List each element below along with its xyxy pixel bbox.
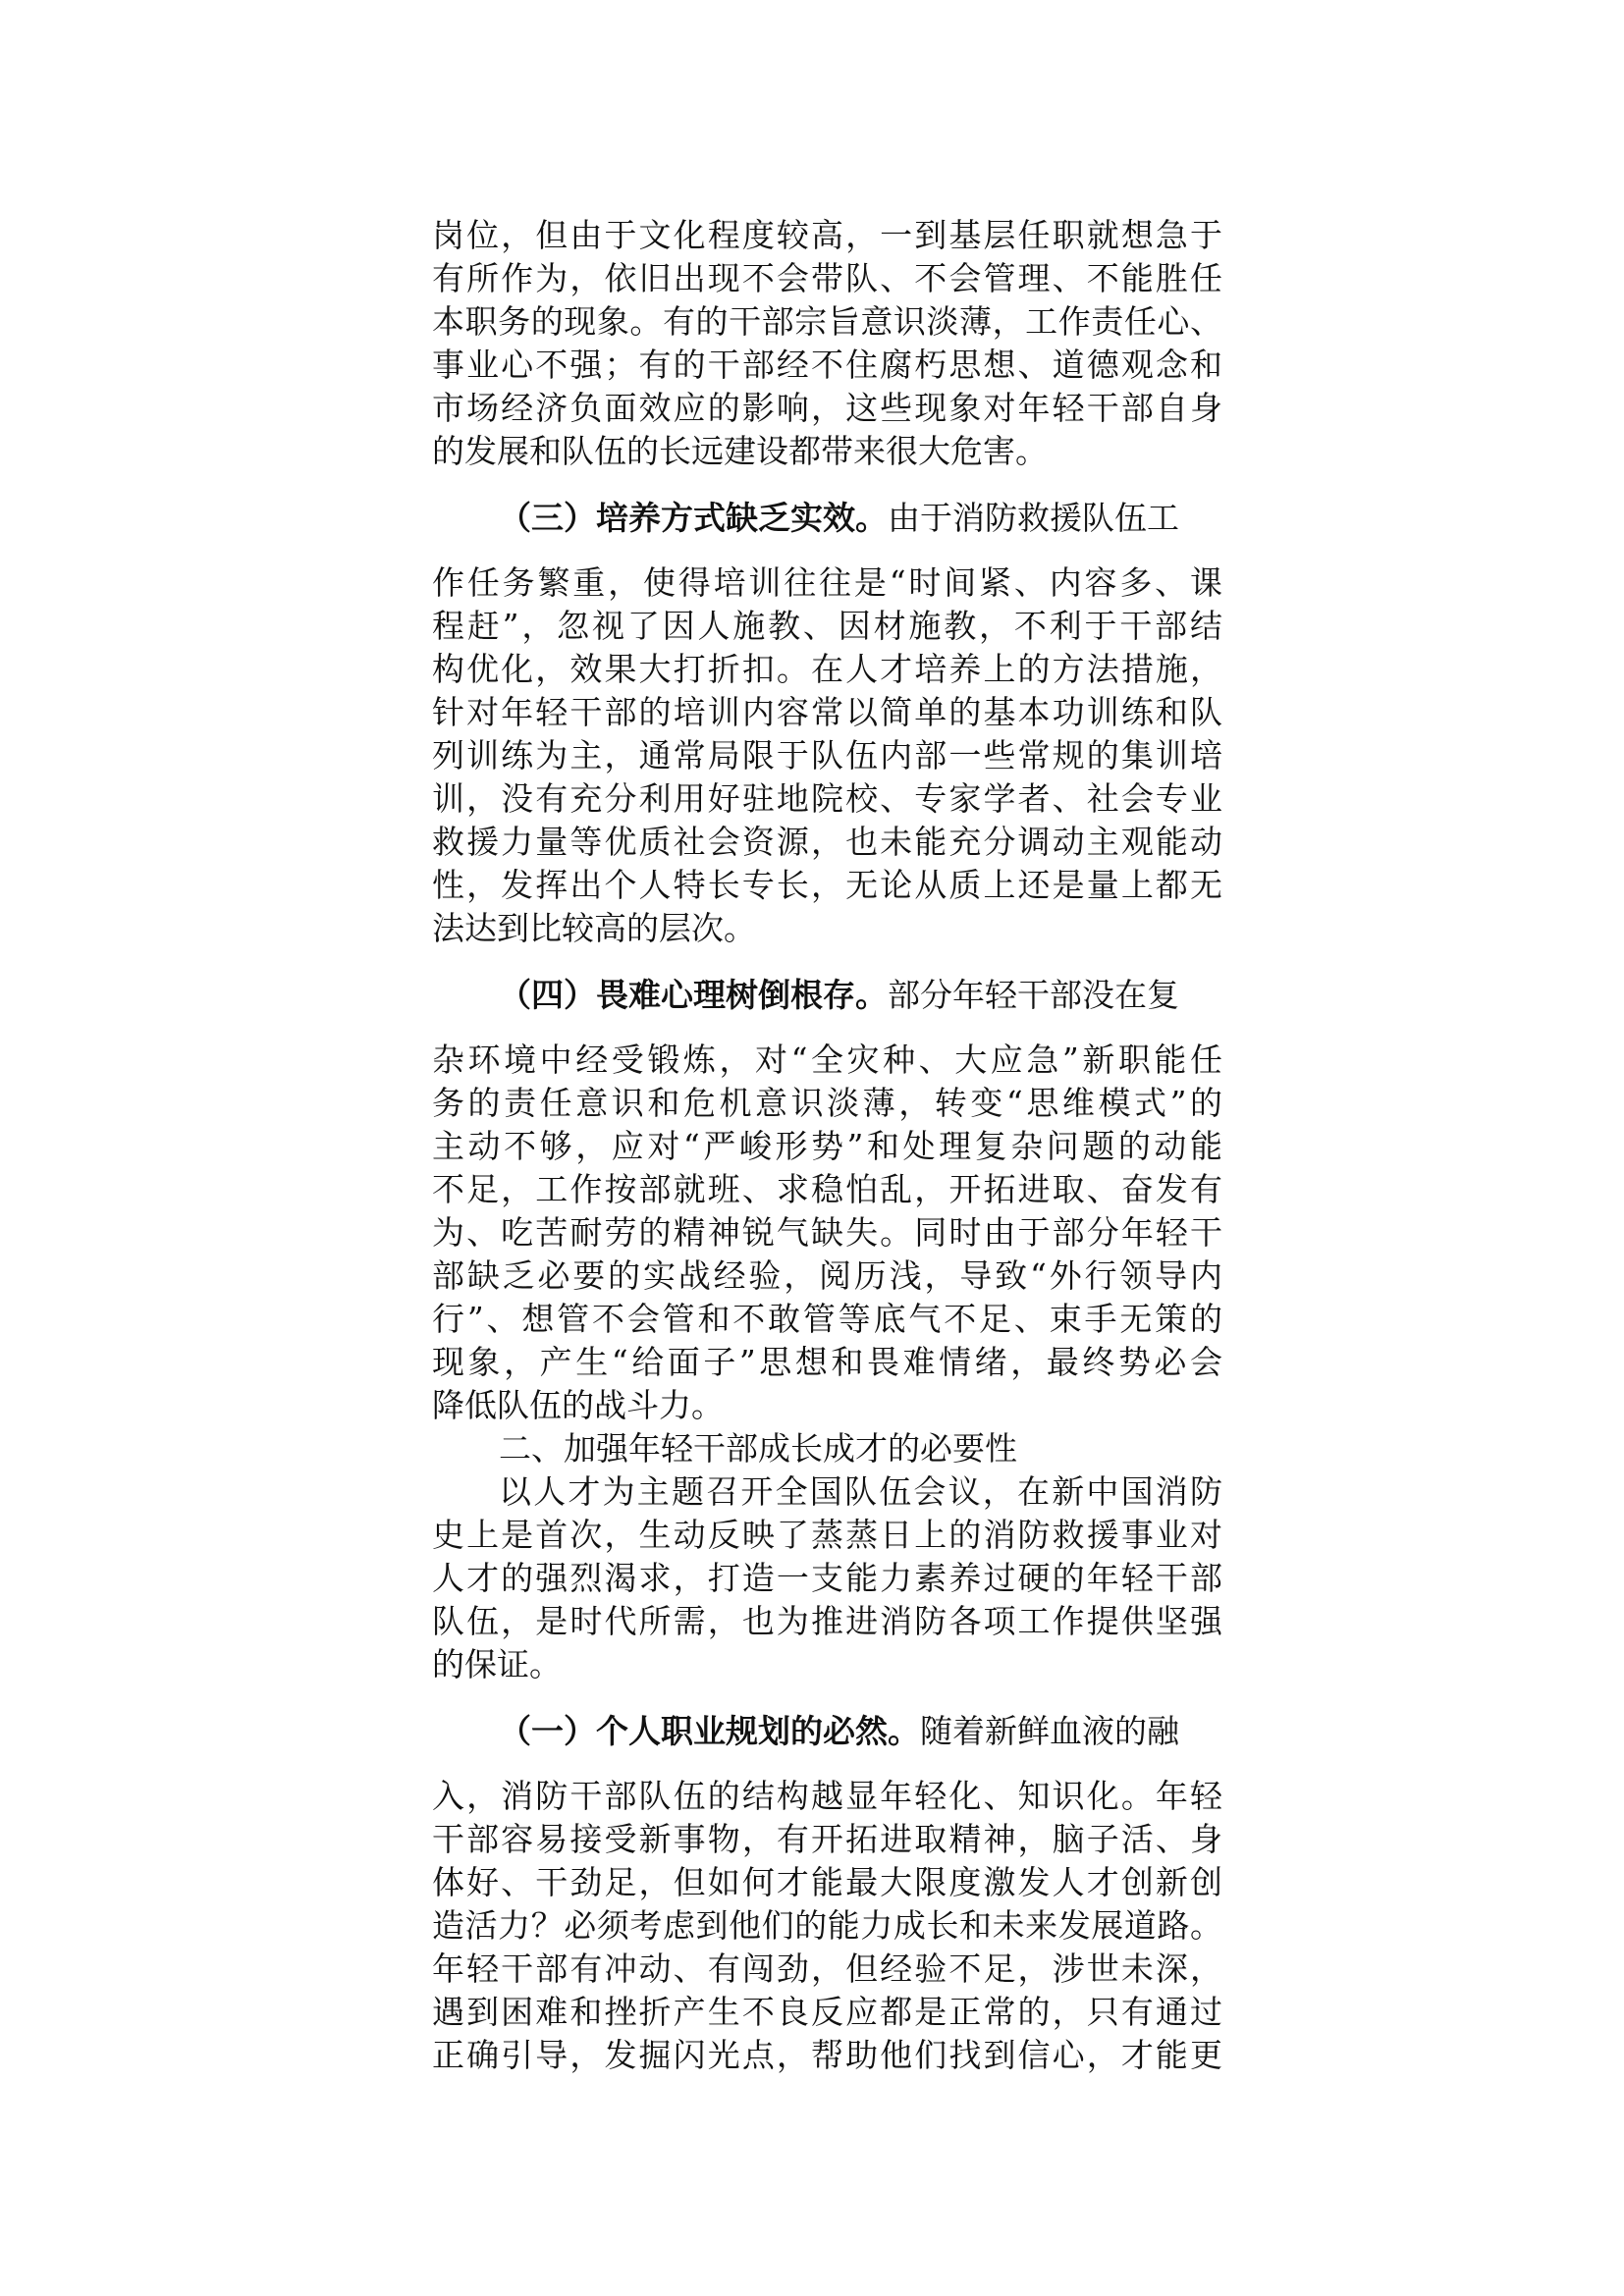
- text-line: 造活力？必须考虑到他们的能力成长和未来发展道路。: [432, 1906, 1222, 1945]
- text-line: 构优化，效果大打折扣。在人才培养上的方法措施，: [432, 650, 1222, 688]
- heading-lead-text: 随着新鲜血液的融: [920, 1712, 1179, 1750]
- section-heading-3: [499, 497, 1179, 540]
- text-line: 本职务的现象。有的干部宗旨意识淡薄，工作责任心、: [432, 302, 1222, 341]
- section-heading-1: [499, 1710, 1179, 1753]
- text-line: 遇到困难和挫折产生不良反应都是正常的，只有通过: [432, 1993, 1222, 2031]
- section-heading-4: [499, 974, 1179, 1017]
- text-line: 性，发挥出个人特长专长，无论从质上还是量上都无: [432, 866, 1222, 904]
- heading-bold: （三）培养方式缺乏实效。: [499, 499, 888, 537]
- text-line: 干部容易接受新事物，有开拓进取精神，脑子活、身: [432, 1820, 1222, 1858]
- text-line: 杂环境中经受锻炼，对“全灾种、大应急”新职能任: [432, 1041, 1222, 1079]
- heading-lead-text: 由于消防救援队伍工: [888, 499, 1179, 537]
- text-line: 训，没有充分利用好驻地院校、专家学者、社会专业: [432, 779, 1222, 818]
- text-line: 法达到比较高的层次。: [432, 909, 756, 947]
- text-line: 行”、想管不会管和不敢管等底气不足、束手无策的: [432, 1300, 1222, 1338]
- heading-bold: （一）个人职业规划的必然。: [499, 1712, 920, 1750]
- text-line: 务的责任意识和危机意识淡薄，转变“思维模式”的: [432, 1084, 1222, 1122]
- text-line: 的保证。: [432, 1645, 562, 1683]
- text-line: 史上是首次，生动反映了蒸蒸日上的消防救援事业对: [432, 1516, 1222, 1554]
- text-line: 列训练为主，通常局限于队伍内部一些常规的集训培: [432, 736, 1222, 774]
- section-title-2: 二、加强年轻干部成长成才的必要性: [499, 1429, 1017, 1468]
- text-line: 的发展和队伍的长远建设都带来很大危害。: [432, 432, 1048, 470]
- text-line: 作任务繁重，使得培训往往是“时间紧、内容多、课: [432, 563, 1222, 602]
- text-line: 有所作为，依旧出现不会带队、不会管理、不能胜任: [432, 259, 1222, 297]
- text-line: 降低队伍的战斗力。: [432, 1386, 724, 1424]
- text-line: 事业心不强；有的干部经不住腐朽思想、道德观念和: [432, 346, 1222, 384]
- text-line: 正确引导，发掘闪光点，帮助他们找到信心，才能更: [432, 2036, 1222, 2074]
- text-line: 救援力量等优质社会资源，也未能充分调动主观能动: [432, 823, 1222, 861]
- text-line: 程赶”，忽视了因人施教、因材施教，不利于干部结: [432, 607, 1222, 645]
- text-line: 市场经济负面效应的影响，这些现象对年轻干部自身: [432, 389, 1222, 427]
- text-line: 现象，产生“给面子”思想和畏难情绪，最终势必会: [432, 1343, 1222, 1381]
- text-line: 年轻干部有冲动、有闯劲，但经验不足，涉世未深，: [432, 1949, 1222, 1988]
- heading-lead-text: 部分年轻干部没在复: [888, 976, 1179, 1014]
- text-line: 主动不够，应对“严峻形势”和处理复杂问题的动能: [432, 1127, 1222, 1165]
- text-line: 队伍，是时代所需，也为推进消防各项工作提供坚强: [432, 1602, 1222, 1640]
- text-line: 岗位，但由于文化程度较高，一到基层任职就想急于: [432, 216, 1222, 254]
- text-line: 不足，工作按部就班、求稳怕乱，开拓进取、奋发有: [432, 1170, 1222, 1208]
- text-line: 为、吃苦耐劳的精神锐气缺失。同时由于部分年轻干: [432, 1213, 1222, 1252]
- text-line: 以人才为主题召开全国队伍会议，在新中国消防: [499, 1472, 1222, 1511]
- text-line: 针对年轻干部的培训内容常以简单的基本功训练和队: [432, 693, 1222, 731]
- text-line: 入，消防干部队伍的结构越显年轻化、知识化。年轻: [432, 1777, 1222, 1815]
- text-line: 体好、干劲足，但如何才能最大限度激发人才创新创: [432, 1863, 1222, 1901]
- heading-bold: （四）畏难心理树倒根存。: [499, 976, 888, 1014]
- text-line: 部缺乏必要的实战经验，阅历浅，导致“外行领导内: [432, 1256, 1222, 1295]
- text-line: 人才的强烈渴求，打造一支能力素养过硬的年轻干部: [432, 1559, 1222, 1597]
